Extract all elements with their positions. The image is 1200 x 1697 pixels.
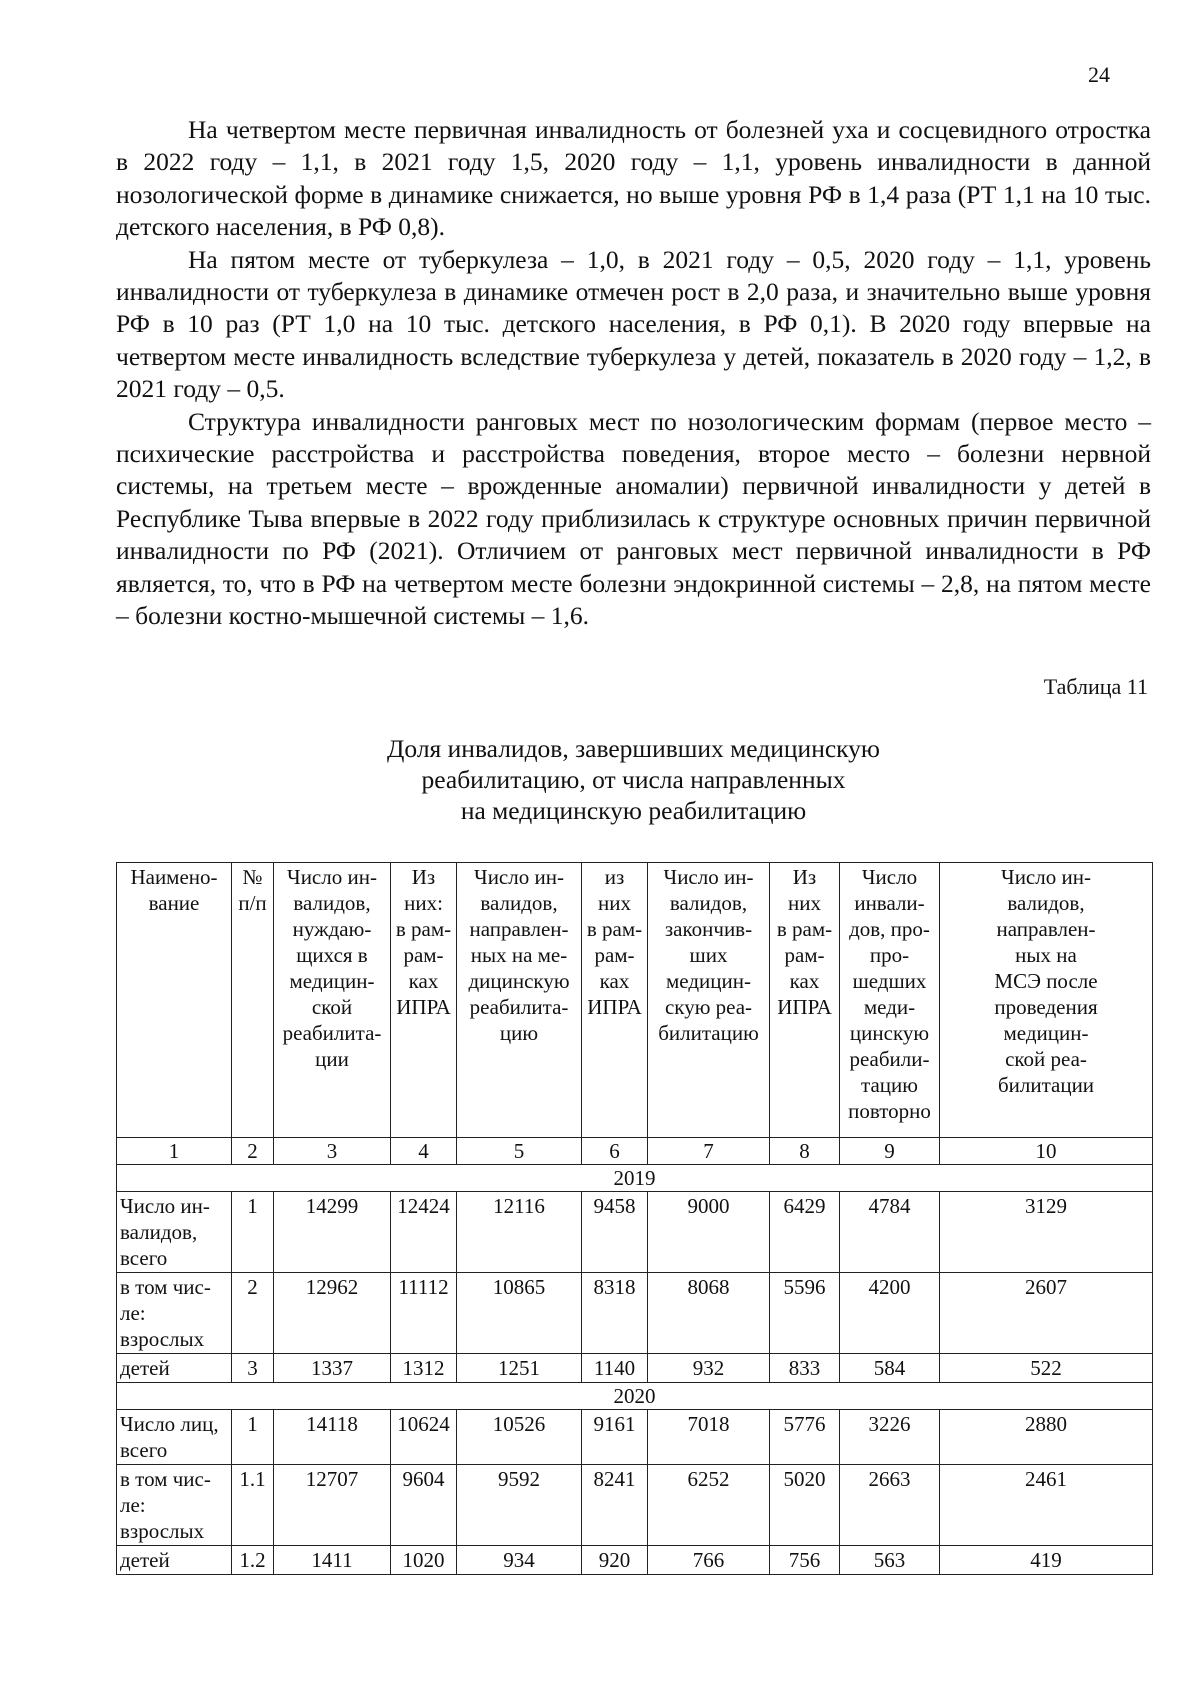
table-cell: 584 [840, 1354, 940, 1383]
column-number: 6 [582, 1138, 648, 1165]
table-cell: 1 [232, 1192, 274, 1273]
table-cell: 14299 [274, 1192, 391, 1273]
table-cell: 9604 [391, 1465, 457, 1546]
table-cell: 12424 [391, 1192, 457, 1273]
row-name-cell: детей [117, 1354, 232, 1383]
column-number-row [117, 1138, 1153, 1165]
table-row [117, 1465, 1153, 1546]
table-title [116, 733, 1151, 826]
table-title-line: реабилитацию, от числа направленных [421, 765, 846, 794]
table-cell: 14118 [274, 1410, 391, 1465]
table-cell: 6429 [770, 1192, 840, 1273]
column-header: Наимено- вание [117, 863, 232, 1138]
column-header: Число ин- валидов, направлен- ных на ме- дицинскую реабилита- цию [457, 863, 582, 1138]
row-name-cell: Число лиц, всего [117, 1410, 232, 1465]
table-cell: 2880 [940, 1410, 1153, 1465]
column-header: Число ин- валидов, закончив- ших медицин- скую реа- билитацию [648, 863, 770, 1138]
table-cell: 2607 [940, 1273, 1153, 1354]
paragraph-structure: Структура инвалидности ранговых мест по нозологическим формам (первое место – психические расстройства и расстройства поведения, второе место – болезни нервной системы, на третьем месте – врожденные аномалии) первичной инвалидности у детей в Республике Тыва впервые в 2022 году приблизилась к структуре основных причин первичной инвалидности по РФ (2021). Отличием от ранговых мест первичной инвалидности в РФ является, то, что в РФ на четвертом месте болезни эндокринной системы – 2,8, на пятом месте – болезни костно-мышечной системы – 1,6. [116, 406, 1151, 631]
row-name-cell: Число ин- валидов, всего [117, 1192, 232, 1273]
table-cell: 11112 [391, 1273, 457, 1354]
column-header: Число ин- валидов, нуждаю- щихся в медицин- ской реабилита- ции [274, 863, 391, 1138]
table-cell: 2663 [840, 1465, 940, 1546]
row-name-cell: детей [117, 1546, 232, 1575]
column-number: 10 [940, 1138, 1153, 1165]
table-cell: 920 [582, 1546, 648, 1575]
table-cell: 1251 [457, 1354, 582, 1383]
table-cell: 1337 [274, 1354, 391, 1383]
table-row [117, 1354, 1153, 1383]
table-cell: 7018 [648, 1410, 770, 1465]
table-label: Таблица 11 [1043, 674, 1148, 699]
year-label: 2019 [117, 1165, 1153, 1192]
table-cell: 10624 [391, 1410, 457, 1465]
row-name-cell: в том чис- ле: взрослых [117, 1465, 232, 1546]
table-cell: 1140 [582, 1354, 648, 1383]
table-cell: 5776 [770, 1410, 840, 1465]
year-row [117, 1383, 1153, 1410]
table-cell: 8241 [582, 1465, 648, 1546]
column-number: 2 [232, 1138, 274, 1165]
year-row [117, 1165, 1153, 1192]
column-number: 1 [117, 1138, 232, 1165]
table-body [117, 863, 1153, 1575]
table-row [117, 1192, 1153, 1273]
table-cell: 9458 [582, 1192, 648, 1273]
table-cell: 3129 [940, 1192, 1153, 1273]
column-header: Из них в рам- рам- ках ИПРА [770, 863, 840, 1138]
table-cell: 1 [232, 1410, 274, 1465]
table-cell: 3226 [840, 1410, 940, 1465]
table-cell: 833 [770, 1354, 840, 1383]
year-label: 2020 [117, 1383, 1153, 1410]
table-cell: 766 [648, 1546, 770, 1575]
table-cell: 3 [232, 1354, 274, 1383]
body-text [116, 114, 1151, 633]
column-number: 5 [457, 1138, 582, 1165]
table-cell: 4784 [840, 1192, 940, 1273]
column-header: № п/п [232, 863, 274, 1138]
table-cell: 1411 [274, 1546, 391, 1575]
rehabilitation-table [116, 862, 1153, 1575]
table-cell: 12707 [274, 1465, 391, 1546]
table-cell: 1020 [391, 1546, 457, 1575]
table-header-row [117, 863, 1153, 1138]
table-cell: 2 [232, 1273, 274, 1354]
column-number: 4 [391, 1138, 457, 1165]
table-cell: 12116 [457, 1192, 582, 1273]
table-cell: 10865 [457, 1273, 582, 1354]
column-number: 8 [770, 1138, 840, 1165]
table-cell: 419 [940, 1546, 1153, 1575]
column-header: Число инвали- дов, про- про- шедших меди- цинскую реабили- тацию повторно [840, 863, 940, 1138]
table-cell: 10526 [457, 1410, 582, 1465]
table-cell: 6252 [648, 1465, 770, 1546]
table-cell: 1.2 [232, 1546, 274, 1575]
column-number: 9 [840, 1138, 940, 1165]
table-cell: 4200 [840, 1273, 940, 1354]
table-title-line: на медицинскую реабилитацию [460, 796, 807, 825]
table-cell: 8318 [582, 1273, 648, 1354]
table-cell: 2461 [940, 1465, 1153, 1546]
table-cell: 5020 [770, 1465, 840, 1546]
table-cell: 932 [648, 1354, 770, 1383]
table-row [117, 1273, 1153, 1354]
paragraph-ear-disease: На четвертом месте первичная инвалидность от болезней уха и сосцевидного отростка в 2022 году – 1,1, в 2021 году 1,5, 2020 году – 1,1, уровень инвалидности в данной нозологической форме в динамике снижается, но выше уровня РФ в 1,4 раза (РТ 1,1 на 10 тыс. детского населения, в РФ 0,8). [116, 115, 1151, 242]
table-cell: 9000 [648, 1192, 770, 1273]
column-number: 3 [274, 1138, 391, 1165]
row-name-cell: в том чис- ле: взрослых [117, 1273, 232, 1354]
table-title-line: Доля инвалидов, завершивших медицинскую [387, 734, 880, 763]
table-cell: 934 [457, 1546, 582, 1575]
paragraph-tuberculosis: На пятом месте от туберкулеза – 1,0, в 2021 году – 0,5, 2020 году – 1,1, уровень инвалидности от туберкулеза в динамике отмечен рост в 2,0 раза, и значительно выше уровня РФ в 10 раз (РТ 1,0 на 10 тыс. детского населения, в РФ 0,1). В 2020 году впервые на четвертом месте инвалидность вследствие туберкулеза у детей, показатель в 2020 году – 1,2, в 2021 году – 0,5. [116, 244, 1151, 404]
column-number: 7 [648, 1138, 770, 1165]
table-cell: 12962 [274, 1273, 391, 1354]
column-header: из них в рам- рам- ках ИПРА [582, 863, 648, 1138]
table-cell: 1.1 [232, 1465, 274, 1546]
table-cell: 5596 [770, 1273, 840, 1354]
table-cell: 9592 [457, 1465, 582, 1546]
table-row [117, 1546, 1153, 1575]
column-header: Число ин- валидов, направлен- ных на МСЭ после проведения медицин- ской реа- билитации [940, 863, 1153, 1138]
page-number: 24 [1088, 62, 1110, 87]
table-cell: 9161 [582, 1410, 648, 1465]
table-cell: 756 [770, 1546, 840, 1575]
column-header: Из них: в рам- рам- ках ИПРА [391, 863, 457, 1138]
table-cell: 522 [940, 1354, 1153, 1383]
table-cell: 8068 [648, 1273, 770, 1354]
table-row [117, 1410, 1153, 1465]
table-cell: 1312 [391, 1354, 457, 1383]
table-cell: 563 [840, 1546, 940, 1575]
